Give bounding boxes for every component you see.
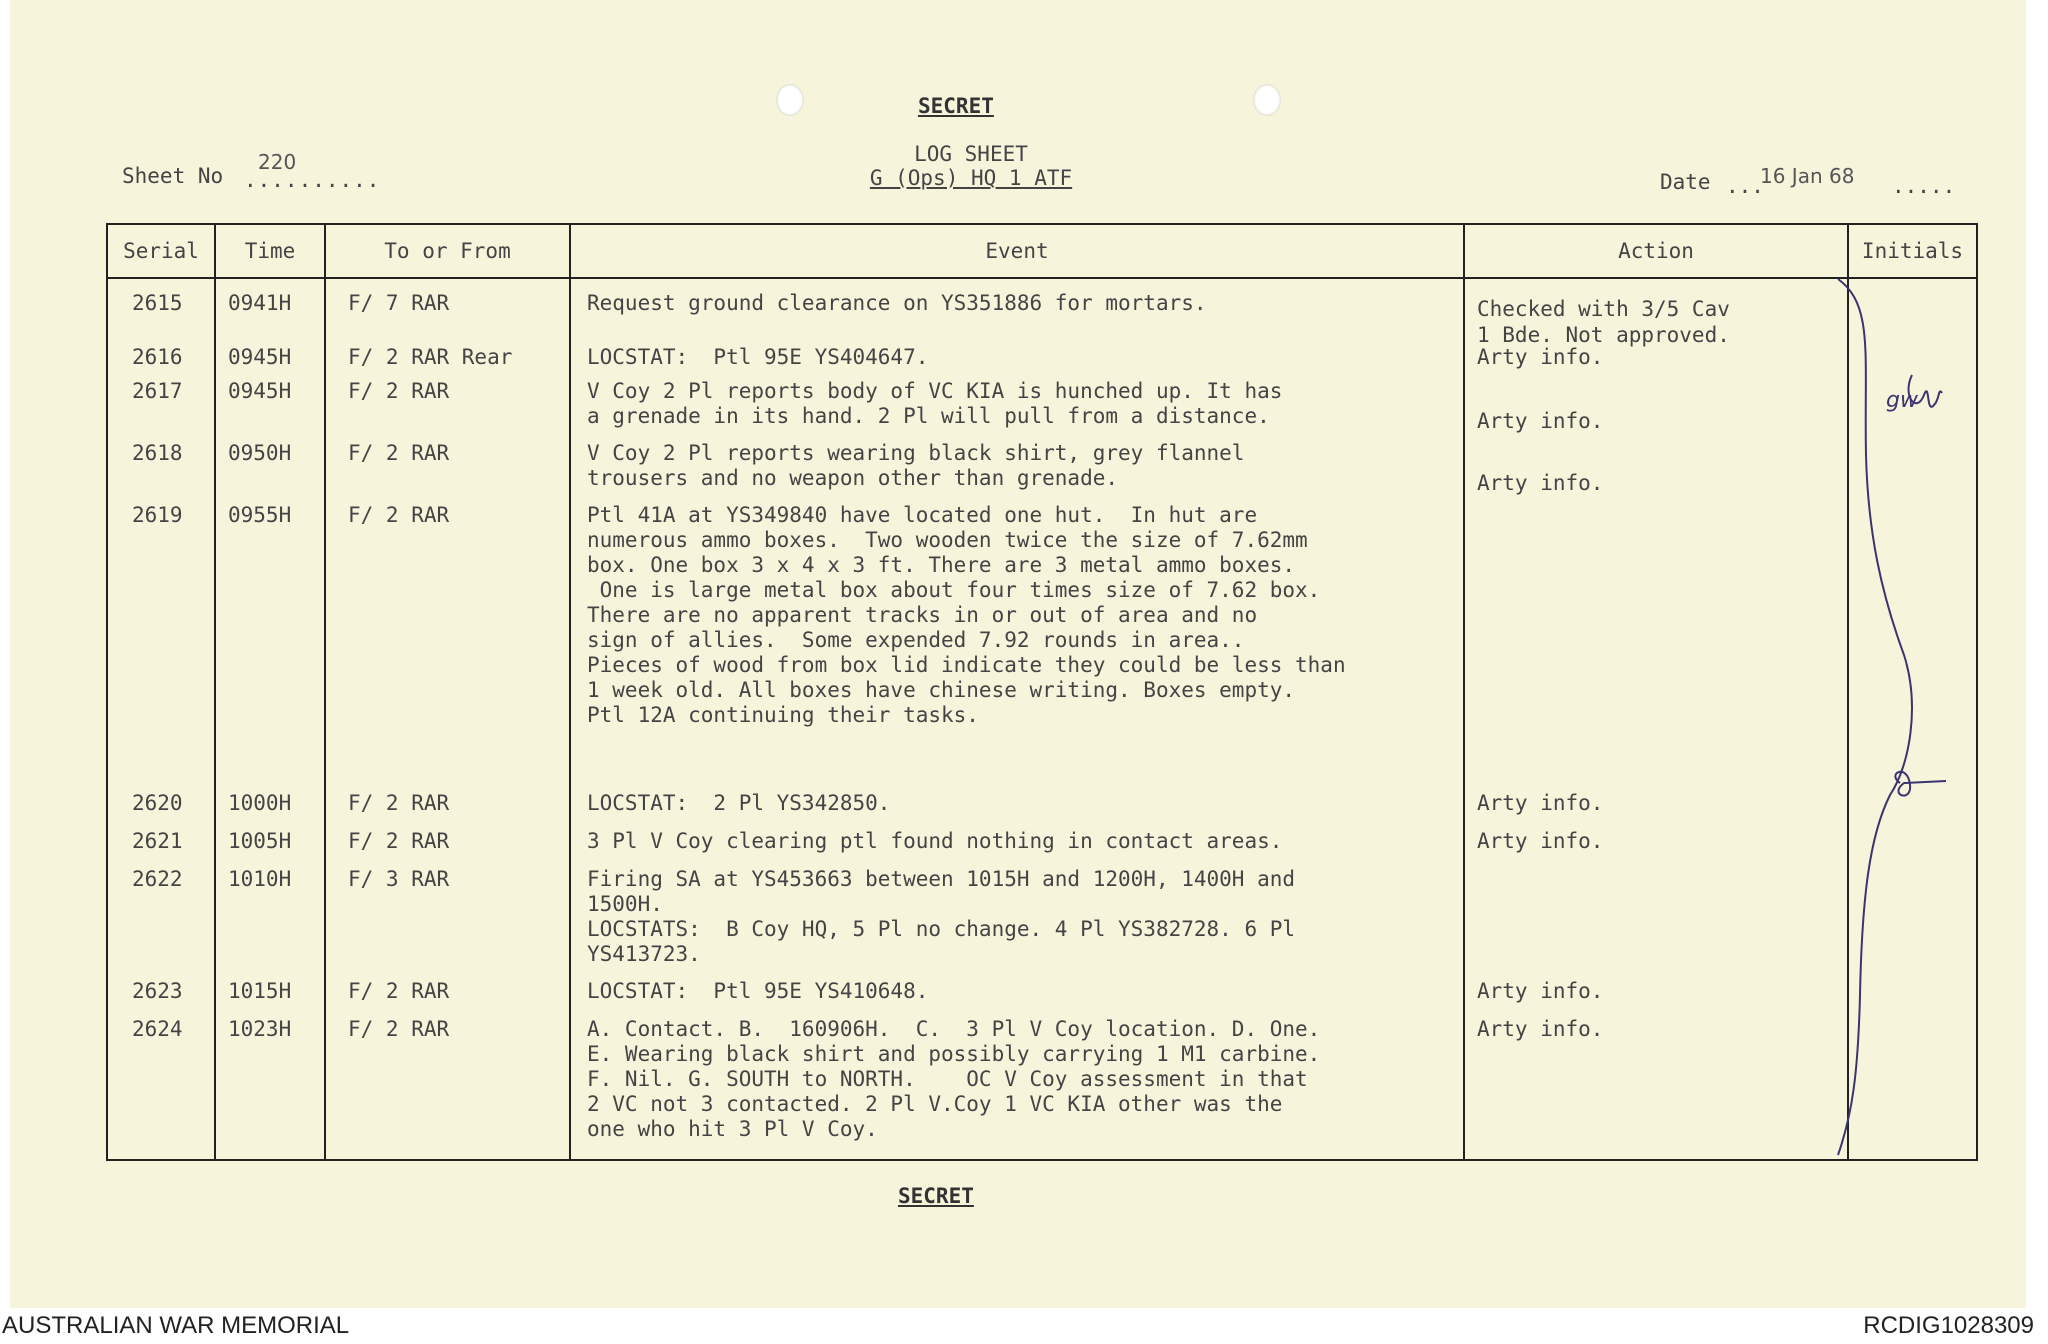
time-cell: 1010H: [228, 867, 292, 891]
to-or-from-cell: F/ 2 RAR: [348, 503, 450, 527]
date-label: Date: [1660, 170, 1711, 194]
document-title: LOG SHEET: [914, 142, 1028, 166]
action-line: Arty info.: [1477, 829, 1604, 853]
event-line: LOCSTATS: B Coy HQ, 5 Pl no change. 4 Pl YS382728. 6 Pl: [587, 917, 1296, 941]
serial-cell: 2618: [132, 441, 183, 465]
event-line: a grenade in its hand. 2 Pl will pull from a distance.: [587, 404, 1270, 428]
log-table: [106, 223, 1978, 1161]
event-line: Pieces of wood from box lid indicate they could be less than: [587, 653, 1346, 677]
event-line: YS413723.: [587, 942, 701, 966]
column-header-initials: Initials: [1848, 224, 1977, 278]
time-cell: 1023H: [228, 1017, 292, 1041]
event-line: 1 week old. All boxes have chinese writing. Boxes empty.: [587, 678, 1296, 702]
date-value: 16 Jan 68: [1760, 164, 1855, 188]
to-or-from-cell: F/ 2 RAR: [348, 791, 450, 815]
event-line: Firing SA at YS453663 between 1015H and 1200H, 1400H and: [587, 867, 1296, 891]
punch-hole: [776, 84, 804, 116]
top-classification: SECRET: [918, 94, 994, 118]
event-line: LOCSTAT: Ptl 95E YS404647.: [587, 345, 929, 369]
column-header-time: Time: [215, 224, 325, 278]
column-header-action: Action: [1464, 224, 1848, 278]
initials-signature-text: gw: [1886, 388, 1918, 413]
event-line: A. Contact. B. 160906H. C. 3 Pl V Coy location. D. One.: [587, 1017, 1321, 1041]
time-cell: 0945H: [228, 379, 292, 403]
to-or-from-column: [326, 279, 569, 1159]
to-or-from-cell: F/ 2 RAR: [348, 829, 450, 853]
time-cell: 1015H: [228, 979, 292, 1003]
serial-column: [108, 279, 214, 1159]
to-or-from-cell: F/ 3 RAR: [348, 867, 450, 891]
event-column: [571, 279, 1463, 1159]
record-id: RCDIG1028309: [1863, 1312, 2034, 1339]
serial-cell: 2620: [132, 791, 183, 815]
initials-signature-mark: [1834, 275, 1954, 1175]
serial-cell: 2617: [132, 379, 183, 403]
time-cell: 0945H: [228, 345, 292, 369]
event-line: E. Wearing black shirt and possibly carrying 1 M1 carbine.: [587, 1042, 1321, 1066]
event-line: One is large metal box about four times size of 7.62 box.: [587, 578, 1321, 602]
event-line: one who hit 3 Pl V Coy.: [587, 1117, 878, 1141]
publisher-label: AUSTRALIAN WAR MEMORIAL: [2, 1312, 350, 1339]
date-dots-after: .....: [1892, 174, 1956, 198]
serial-cell: 2623: [132, 979, 183, 1003]
column-header-to-or-from: To or From: [325, 224, 570, 278]
event-line: LOCSTAT: 2 Pl YS342850.: [587, 791, 891, 815]
sheet-number-label: Sheet No: [122, 164, 224, 188]
to-or-from-cell: F/ 2 RAR: [348, 441, 450, 465]
action-line: Arty info.: [1477, 409, 1604, 433]
serial-cell: 2615: [132, 291, 183, 315]
action-column: [1465, 279, 1847, 1159]
time-cell: 1005H: [228, 829, 292, 853]
archive-footer: [0, 1308, 2048, 1344]
bottom-classification: SECRET: [898, 1184, 974, 1208]
event-line: trousers and no weapon other than grenade.: [587, 466, 1119, 490]
event-line: box. One box 3 x 4 x 3 ft. There are 3 metal ammo boxes.: [587, 553, 1296, 577]
serial-cell: 2621: [132, 829, 183, 853]
table-header-row: [107, 224, 1977, 278]
serial-cell: 2624: [132, 1017, 183, 1041]
event-line: 2 VC not 3 contacted. 2 Pl V.Coy 1 VC KIA other was the: [587, 1092, 1283, 1116]
event-line: Ptl 12A continuing their tasks.: [587, 703, 979, 727]
to-or-from-cell: F/ 2 RAR Rear: [348, 345, 513, 369]
sheet-number-dots: ..........: [244, 168, 381, 192]
time-cell: 0950H: [228, 441, 292, 465]
to-or-from-cell: F/ 2 RAR: [348, 1017, 450, 1041]
event-line: There are no apparent tracks in or out of area and no: [587, 603, 1258, 627]
column-header-event: Event: [570, 224, 1464, 278]
event-line: 3 Pl V Coy clearing ptl found nothing in contact areas.: [587, 829, 1283, 853]
time-cell: 0955H: [228, 503, 292, 527]
serial-cell: 2622: [132, 867, 183, 891]
time-column: [216, 279, 324, 1159]
action-line: Arty info.: [1477, 345, 1604, 369]
time-cell: 0941H: [228, 291, 292, 315]
to-or-from-cell: F/ 2 RAR: [348, 379, 450, 403]
date-dots-before: ...: [1726, 174, 1764, 198]
serial-cell: 2616: [132, 345, 183, 369]
event-line: F. Nil. G. SOUTH to NORTH. OC V Coy assessment in that: [587, 1067, 1308, 1091]
event-line: V Coy 2 Pl reports body of VC KIA is hunched up. It has: [587, 379, 1283, 403]
event-line: LOCSTAT: Ptl 95E YS410648.: [587, 979, 929, 1003]
event-line: Ptl 41A at YS349840 have located one hut. In hut are: [587, 503, 1258, 527]
event-line: 1500H.: [587, 892, 663, 916]
event-line: Request ground clearance on YS351886 for mortars.: [587, 291, 1207, 315]
action-line: 1 Bde. Not approved.: [1477, 323, 1730, 347]
event-line: sign of allies. Some expended 7.92 rounds in area..: [587, 628, 1245, 652]
entries-row: [107, 278, 1977, 1160]
to-or-from-cell: F/ 7 RAR: [348, 291, 450, 315]
action-line: Arty info.: [1477, 979, 1604, 1003]
time-cell: 1000H: [228, 791, 292, 815]
sheet-number-value: 220: [258, 150, 297, 174]
punch-hole: [1253, 84, 1281, 116]
to-or-from-cell: F/ 2 RAR: [348, 979, 450, 1003]
action-line: Arty info.: [1477, 471, 1604, 495]
action-line: Checked with 3/5 Cav: [1477, 297, 1730, 321]
action-line: Arty info.: [1477, 791, 1604, 815]
column-header-serial: Serial: [107, 224, 215, 278]
action-line: Arty info.: [1477, 1017, 1604, 1041]
event-line: V Coy 2 Pl reports wearing black shirt, grey flannel: [587, 441, 1245, 465]
unit-designation: G (Ops) HQ 1 ATF: [869, 166, 1073, 190]
serial-cell: 2619: [132, 503, 183, 527]
event-line: numerous ammo boxes. Two wooden twice the size of 7.62mm: [587, 528, 1308, 552]
